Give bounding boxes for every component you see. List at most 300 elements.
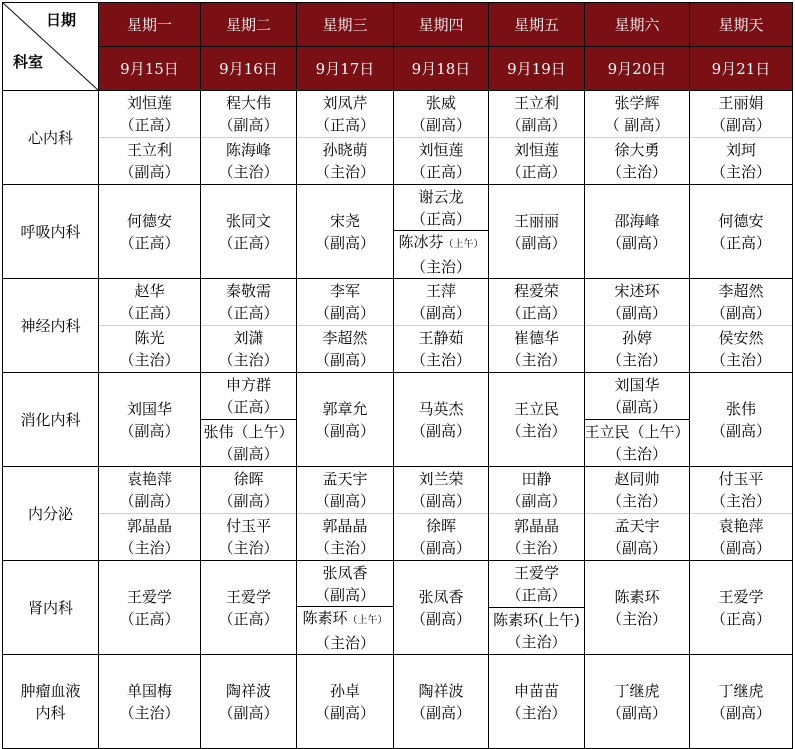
doctor-name: 崔德华 xyxy=(513,329,559,347)
doctor-name: 何德安 xyxy=(126,211,172,230)
dept-name: 呼吸内科 xyxy=(20,222,81,241)
doctor-entry xyxy=(489,607,584,654)
doctor-name: 张凤香 xyxy=(418,587,464,606)
date-header-tue: 9月16日 xyxy=(201,47,297,91)
schedule-cell xyxy=(690,373,793,467)
day-header-mon: 星期一 xyxy=(99,3,201,47)
doctor-rank: （主治） xyxy=(218,539,279,557)
doctor-rank: （主治） xyxy=(314,163,375,181)
day-header-sun: 星期天 xyxy=(690,3,793,47)
schedule-cell xyxy=(690,561,793,655)
schedule-cell xyxy=(99,561,201,655)
doctor-rank: （主治） xyxy=(606,445,667,463)
doctor-name: 王丽娟 xyxy=(718,94,764,112)
schedule-cell xyxy=(394,373,489,467)
schedule-cell xyxy=(690,185,793,279)
doctor-rank: （副高） xyxy=(606,539,667,557)
schedule-cell xyxy=(99,91,201,185)
doctor-name: 袁艳萍 xyxy=(718,517,764,535)
doctor-name: 王萍 xyxy=(425,282,456,300)
doctor-rank: （副高） xyxy=(119,492,180,510)
doctor-rank: （主治） xyxy=(606,609,667,628)
doctor-entry xyxy=(394,467,488,513)
dept-row xyxy=(3,91,793,185)
dept-name-cell xyxy=(3,467,99,561)
doctor-rank: （副高） xyxy=(506,233,567,252)
doctor-rank: （正高） xyxy=(410,163,471,181)
schedule-cell xyxy=(585,91,690,185)
doctor-name: 张威 xyxy=(425,94,456,112)
doctor-name: 王爱学 xyxy=(513,564,559,582)
doctor-name: 孙婷 xyxy=(621,329,652,347)
corner-dept-label: 科室 xyxy=(13,53,44,71)
doctor-entry xyxy=(201,373,296,419)
doctor-name: 张伟 xyxy=(203,423,234,441)
dept-name-cell xyxy=(3,279,99,373)
doctor-entry xyxy=(297,467,393,513)
doctor-entry xyxy=(585,279,689,325)
doctor-entry xyxy=(585,655,689,748)
doctor-rank: （副高） xyxy=(218,445,279,463)
doctor-name: 刘恒莲 xyxy=(126,94,172,112)
schedule-cell xyxy=(297,561,394,655)
doctor-rank: （副高） xyxy=(506,116,567,134)
doctor-rank: （主治） xyxy=(218,351,279,369)
doctor-name: 付玉平 xyxy=(225,517,271,535)
schedule-cell xyxy=(99,467,201,561)
doctor-entry xyxy=(394,513,488,560)
doctor-entry xyxy=(297,513,393,560)
doctor-name: 刘潇 xyxy=(233,329,264,347)
doctor-entry xyxy=(690,561,792,654)
dept-name-cell xyxy=(3,655,99,749)
schedule-cell xyxy=(489,561,585,655)
doctor-rank: （正高） xyxy=(410,209,471,228)
dept-name-cell xyxy=(3,373,99,467)
doctor-name: 申方群 xyxy=(225,376,271,394)
doctor-rank: （正高） xyxy=(218,233,279,252)
doctor-rank: （副高） xyxy=(710,116,771,134)
doctor-name: 付玉平 xyxy=(718,470,764,488)
dept-name: 肿瘤血液 xyxy=(20,681,81,700)
dept-name: 心内科 xyxy=(27,128,73,147)
doctor-rank: （副高） xyxy=(314,585,375,604)
doctor-name: 郭晶晶 xyxy=(126,517,172,535)
doctor-name: 陈素环 xyxy=(493,611,539,629)
doctor-entry xyxy=(690,91,792,137)
schedule-cell xyxy=(394,279,489,373)
doctor-name: 刘恒莲 xyxy=(513,141,559,159)
schedule-cell xyxy=(585,185,690,279)
schedule-cell xyxy=(394,91,489,185)
doctor-rank: （正高） xyxy=(710,233,771,252)
doctor-rank: （副高） xyxy=(314,304,375,322)
schedule-cell xyxy=(489,185,585,279)
schedule-cell xyxy=(690,655,793,749)
doctor-rank: （副高） xyxy=(410,421,471,440)
doctor-entry xyxy=(585,325,689,372)
doctor-rank: （主治） xyxy=(218,163,279,181)
schedule-cell xyxy=(297,185,394,279)
schedule-cell xyxy=(489,373,585,467)
schedule-cell xyxy=(201,373,297,467)
doctor-name: 王立利 xyxy=(513,94,559,112)
doctor-entry xyxy=(201,655,296,748)
schedule-cell xyxy=(297,467,394,561)
schedule-cell xyxy=(99,279,201,373)
schedule-cell xyxy=(99,655,201,749)
doctor-name: 王立民 xyxy=(513,399,559,418)
doctor-rank: （正高） xyxy=(218,398,279,416)
doctor-rank: （副高） xyxy=(314,703,375,722)
doctor-entry xyxy=(297,561,393,606)
doctor-entry xyxy=(99,185,200,278)
doctor-rank: （主治） xyxy=(119,351,180,369)
doctor-entry xyxy=(690,373,792,466)
schedule-cell xyxy=(297,279,394,373)
doctor-entry xyxy=(99,513,200,560)
doctor-name: 陈光 xyxy=(134,329,165,347)
doctor-name: 徐大勇 xyxy=(614,141,660,159)
doctor-rank: （副高） xyxy=(314,233,375,252)
doctor-name: 刘国华 xyxy=(614,376,660,394)
dept-row xyxy=(3,373,793,467)
doctor-entry xyxy=(201,91,296,137)
doctor-entry xyxy=(394,561,488,654)
doctor-rank: （副高） xyxy=(606,703,667,722)
doctor-entry xyxy=(585,467,689,513)
doctor-rank: （主治） xyxy=(606,351,667,369)
doctor-rank: （主治） xyxy=(606,163,667,181)
doctor-entry xyxy=(489,513,584,560)
doctor-entry xyxy=(489,325,584,372)
duty-schedule-table xyxy=(2,2,793,749)
doctor-name: 陈素环 xyxy=(614,587,660,606)
doctor-rank: （ 副高） xyxy=(604,116,670,134)
doctor-rank: （主治） xyxy=(710,163,771,181)
schedule-cell xyxy=(297,373,394,467)
doctor-name: 张同文 xyxy=(225,211,271,230)
doctor-entry xyxy=(99,467,200,513)
doctor-rank: （主治） xyxy=(410,351,471,369)
doctor-entry xyxy=(394,185,488,230)
doctor-name: 谢云龙 xyxy=(418,187,464,206)
doctor-entry xyxy=(585,137,689,184)
doctor-rank: （主治） xyxy=(119,539,180,557)
doctor-name: 单国梅 xyxy=(126,681,172,700)
doctor-entry xyxy=(394,230,488,278)
doctor-entry xyxy=(99,91,200,137)
morning-note: (上午) xyxy=(538,611,580,629)
doctor-entry xyxy=(585,419,689,466)
doctor-entry xyxy=(99,137,200,184)
doctor-rank: （正高） xyxy=(119,304,180,322)
date-header-sun: 9月21日 xyxy=(690,47,793,91)
doctor-name: 王丽丽 xyxy=(513,211,559,230)
doctor-entry xyxy=(690,467,792,513)
date-header-mon: 9月15日 xyxy=(99,47,201,91)
dept-row xyxy=(3,279,793,373)
doctor-name: 刘凤芹 xyxy=(322,94,368,112)
doctor-entry xyxy=(297,91,393,137)
doctor-name: 邵海峰 xyxy=(614,211,660,230)
header-day-row xyxy=(3,3,793,47)
schedule-cell xyxy=(489,655,585,749)
doctor-name: 张凤香 xyxy=(322,563,368,582)
schedule-cell xyxy=(585,279,690,373)
doctor-rank: （主治） xyxy=(506,539,567,557)
doctor-entry xyxy=(585,513,689,560)
doctor-entry xyxy=(394,373,488,466)
doctor-entry xyxy=(489,655,584,748)
day-header-thu: 星期四 xyxy=(394,3,489,47)
doctor-name: 赵华 xyxy=(134,282,165,300)
schedule-cell xyxy=(394,185,489,279)
doctor-rank: （副高） xyxy=(119,421,180,440)
doctor-entry xyxy=(690,655,792,748)
doctor-name: 赵同帅 xyxy=(614,470,660,488)
doctor-rank: （副高） xyxy=(606,304,667,322)
morning-note: （上午） xyxy=(233,423,294,441)
day-header-wed: 星期三 xyxy=(297,3,394,47)
doctor-rank: （副高） xyxy=(410,703,471,722)
doctor-rank: （副高） xyxy=(410,539,471,557)
doctor-entry xyxy=(489,137,584,184)
doctor-rank: （副高） xyxy=(710,539,771,557)
doctor-name: 田静 xyxy=(521,470,552,488)
doctor-rank: （副高） xyxy=(314,351,375,369)
doctor-name: 程爱荣 xyxy=(513,282,559,300)
dept-row xyxy=(3,561,793,655)
doctor-name: 王爱学 xyxy=(718,587,764,606)
doctor-entry xyxy=(690,279,792,325)
schedule-cell xyxy=(585,467,690,561)
schedule-cell xyxy=(690,279,793,373)
doctor-rank: （副高） xyxy=(218,492,279,510)
doctor-rank: （主治） xyxy=(710,351,771,369)
doctor-name: 陶祥波 xyxy=(225,681,271,700)
dept-name-cell xyxy=(3,561,99,655)
doctor-entry xyxy=(585,91,689,137)
doctor-name: 马英杰 xyxy=(418,399,464,418)
doctor-entry xyxy=(99,325,200,372)
doctor-name: 程大伟 xyxy=(225,94,271,112)
doctor-entry xyxy=(297,606,393,654)
doctor-rank: （主治） xyxy=(314,539,375,557)
schedule-cell xyxy=(394,655,489,749)
doctor-name: 刘国华 xyxy=(126,399,172,418)
morning-note: （上午） xyxy=(443,239,484,250)
doctor-entry xyxy=(394,655,488,748)
dept-name: 内分泌 xyxy=(27,504,73,523)
doctor-rank: （主治） xyxy=(506,351,567,369)
doctor-entry xyxy=(99,655,200,748)
doctor-entry xyxy=(297,185,393,278)
doctor-rank: （副高） xyxy=(119,163,180,181)
doctor-rank: （主治） xyxy=(314,634,375,652)
header-date-row xyxy=(3,47,793,91)
schedule-body xyxy=(3,91,793,749)
doctor-name: 陈海峰 xyxy=(225,141,271,159)
doctor-name: 王静茹 xyxy=(418,329,464,347)
schedule-cell xyxy=(394,561,489,655)
doctor-rank: （主治） xyxy=(506,703,567,722)
doctor-entry xyxy=(297,655,393,748)
doctor-name: 李超然 xyxy=(718,282,764,300)
doctor-entry xyxy=(489,561,584,607)
doctor-rank: （正高） xyxy=(314,116,375,134)
day-header-sat: 星期六 xyxy=(585,3,690,47)
schedule-cell xyxy=(489,279,585,373)
doctor-name: 刘兰荣 xyxy=(418,470,464,488)
doctor-entry xyxy=(690,137,792,184)
doctor-entry xyxy=(394,279,488,325)
doctor-entry xyxy=(585,561,689,654)
doctor-name: 张学辉 xyxy=(614,94,660,112)
doctor-name: 李军 xyxy=(329,282,360,300)
doctor-entry xyxy=(99,373,200,466)
doctor-rank: （副高） xyxy=(218,116,279,134)
doctor-entry xyxy=(585,373,689,419)
doctor-entry xyxy=(394,137,488,184)
doctor-entry xyxy=(201,185,296,278)
schedule-cell xyxy=(201,279,297,373)
doctor-rank: （正高） xyxy=(506,586,567,604)
doctor-rank: （正高） xyxy=(119,609,180,628)
dept-row xyxy=(3,655,793,749)
doctor-name: 刘恒莲 xyxy=(418,141,464,159)
schedule-cell xyxy=(201,91,297,185)
doctor-name: 王爱学 xyxy=(126,587,172,606)
doctor-rank: （正高） xyxy=(506,163,567,181)
doctor-entry xyxy=(297,325,393,372)
doctor-rank: （正高） xyxy=(119,233,180,252)
doctor-rank: （正高） xyxy=(119,116,180,134)
schedule-cell xyxy=(585,655,690,749)
doctor-entry xyxy=(690,185,792,278)
doctor-entry xyxy=(201,325,296,372)
dept-name-cell xyxy=(3,91,99,185)
doctor-name: 丁继虎 xyxy=(718,681,764,700)
doctor-name: 王立利 xyxy=(126,141,172,159)
schedule-cell xyxy=(99,185,201,279)
doctor-rank: （副高） xyxy=(710,421,771,440)
doctor-name: 孙卓 xyxy=(329,681,360,700)
doctor-rank: （副高） xyxy=(606,398,667,416)
doctor-entry xyxy=(690,325,792,372)
doctor-entry xyxy=(489,373,584,466)
doctor-name: 孙晓萌 xyxy=(322,141,368,159)
dept-row xyxy=(3,185,793,279)
dept-name: 肾内科 xyxy=(27,598,73,617)
doctor-entry xyxy=(201,467,296,513)
doctor-name: 孟天宇 xyxy=(322,470,368,488)
doctor-entry xyxy=(394,325,488,372)
doctor-name: 宋尧 xyxy=(329,211,360,230)
schedule-cell xyxy=(690,91,793,185)
schedule-cell xyxy=(201,655,297,749)
doctor-rank: （主治） xyxy=(506,421,567,440)
doctor-entry xyxy=(489,91,584,137)
doctor-entry xyxy=(201,419,296,466)
doctor-rank: （主治） xyxy=(710,492,771,510)
doctor-name: 王爱学 xyxy=(225,587,271,606)
date-header-sat: 9月20日 xyxy=(585,47,690,91)
dept-name: 内科 xyxy=(35,703,66,722)
doctor-name: 李超然 xyxy=(322,329,368,347)
schedule-cell xyxy=(489,91,585,185)
doctor-name: 陶祥波 xyxy=(418,681,464,700)
doctor-name: 侯安然 xyxy=(718,329,764,347)
schedule-cell xyxy=(201,561,297,655)
doctor-rank: （副高） xyxy=(410,492,471,510)
doctor-entry xyxy=(201,137,296,184)
doctor-entry xyxy=(585,185,689,278)
doctor-name: 丁继虎 xyxy=(614,681,660,700)
doctor-name: 袁艳萍 xyxy=(126,470,172,488)
doctor-rank: （副高） xyxy=(710,703,771,722)
doctor-entry xyxy=(297,373,393,466)
morning-note: （上午） xyxy=(629,423,690,441)
doctor-name: 徐晖 xyxy=(425,517,456,535)
schedule-cell xyxy=(585,561,690,655)
doctor-name: 何德安 xyxy=(718,211,764,230)
schedule-cell xyxy=(201,185,297,279)
doctor-name: 申苗苗 xyxy=(513,681,559,700)
doctor-rank: （主治） xyxy=(506,633,567,651)
doctor-name: 王立民 xyxy=(584,423,630,441)
doctor-entry xyxy=(297,137,393,184)
doctor-rank: （副高） xyxy=(410,609,471,628)
doctor-name: 秦敬需 xyxy=(225,282,271,300)
doctor-rank: （副高） xyxy=(410,116,471,134)
corner-date-label: 日期 xyxy=(45,11,76,29)
doctor-name: 刘珂 xyxy=(725,141,756,159)
schedule-cell xyxy=(690,467,793,561)
schedule-cell xyxy=(99,373,201,467)
doctor-entry xyxy=(394,91,488,137)
doctor-rank: （副高） xyxy=(314,492,375,510)
doctor-entry xyxy=(201,561,296,654)
doctor-rank: （正高） xyxy=(218,304,279,322)
doctor-rank: （副高） xyxy=(314,421,375,440)
doctor-name: 郭章允 xyxy=(322,399,368,418)
doctor-name: 陈素环 xyxy=(302,609,348,627)
doctor-entry xyxy=(489,467,584,513)
schedule-cell xyxy=(297,91,394,185)
corner-cell xyxy=(3,3,99,91)
doctor-rank: （主治） xyxy=(119,703,180,722)
doctor-rank: （正高） xyxy=(218,609,279,628)
doctor-rank: （主治） xyxy=(606,492,667,510)
doctor-entry xyxy=(297,279,393,325)
schedule-cell xyxy=(201,467,297,561)
morning-note: （上午） xyxy=(347,615,388,626)
day-header-fri: 星期五 xyxy=(489,3,585,47)
schedule-cell xyxy=(489,467,585,561)
day-header-tue: 星期二 xyxy=(201,3,297,47)
doctor-name: 陈冰芬 xyxy=(398,233,444,251)
doctor-rank: （副高） xyxy=(410,304,471,322)
doctor-name: 孟天宇 xyxy=(614,517,660,535)
doctor-rank: （主治） xyxy=(410,258,471,276)
schedule-cell xyxy=(394,467,489,561)
doctor-rank: （副高） xyxy=(218,703,279,722)
dept-name: 神经内科 xyxy=(20,316,81,335)
doctor-entry xyxy=(99,561,200,654)
doctor-entry xyxy=(99,279,200,325)
doctor-entry xyxy=(201,279,296,325)
